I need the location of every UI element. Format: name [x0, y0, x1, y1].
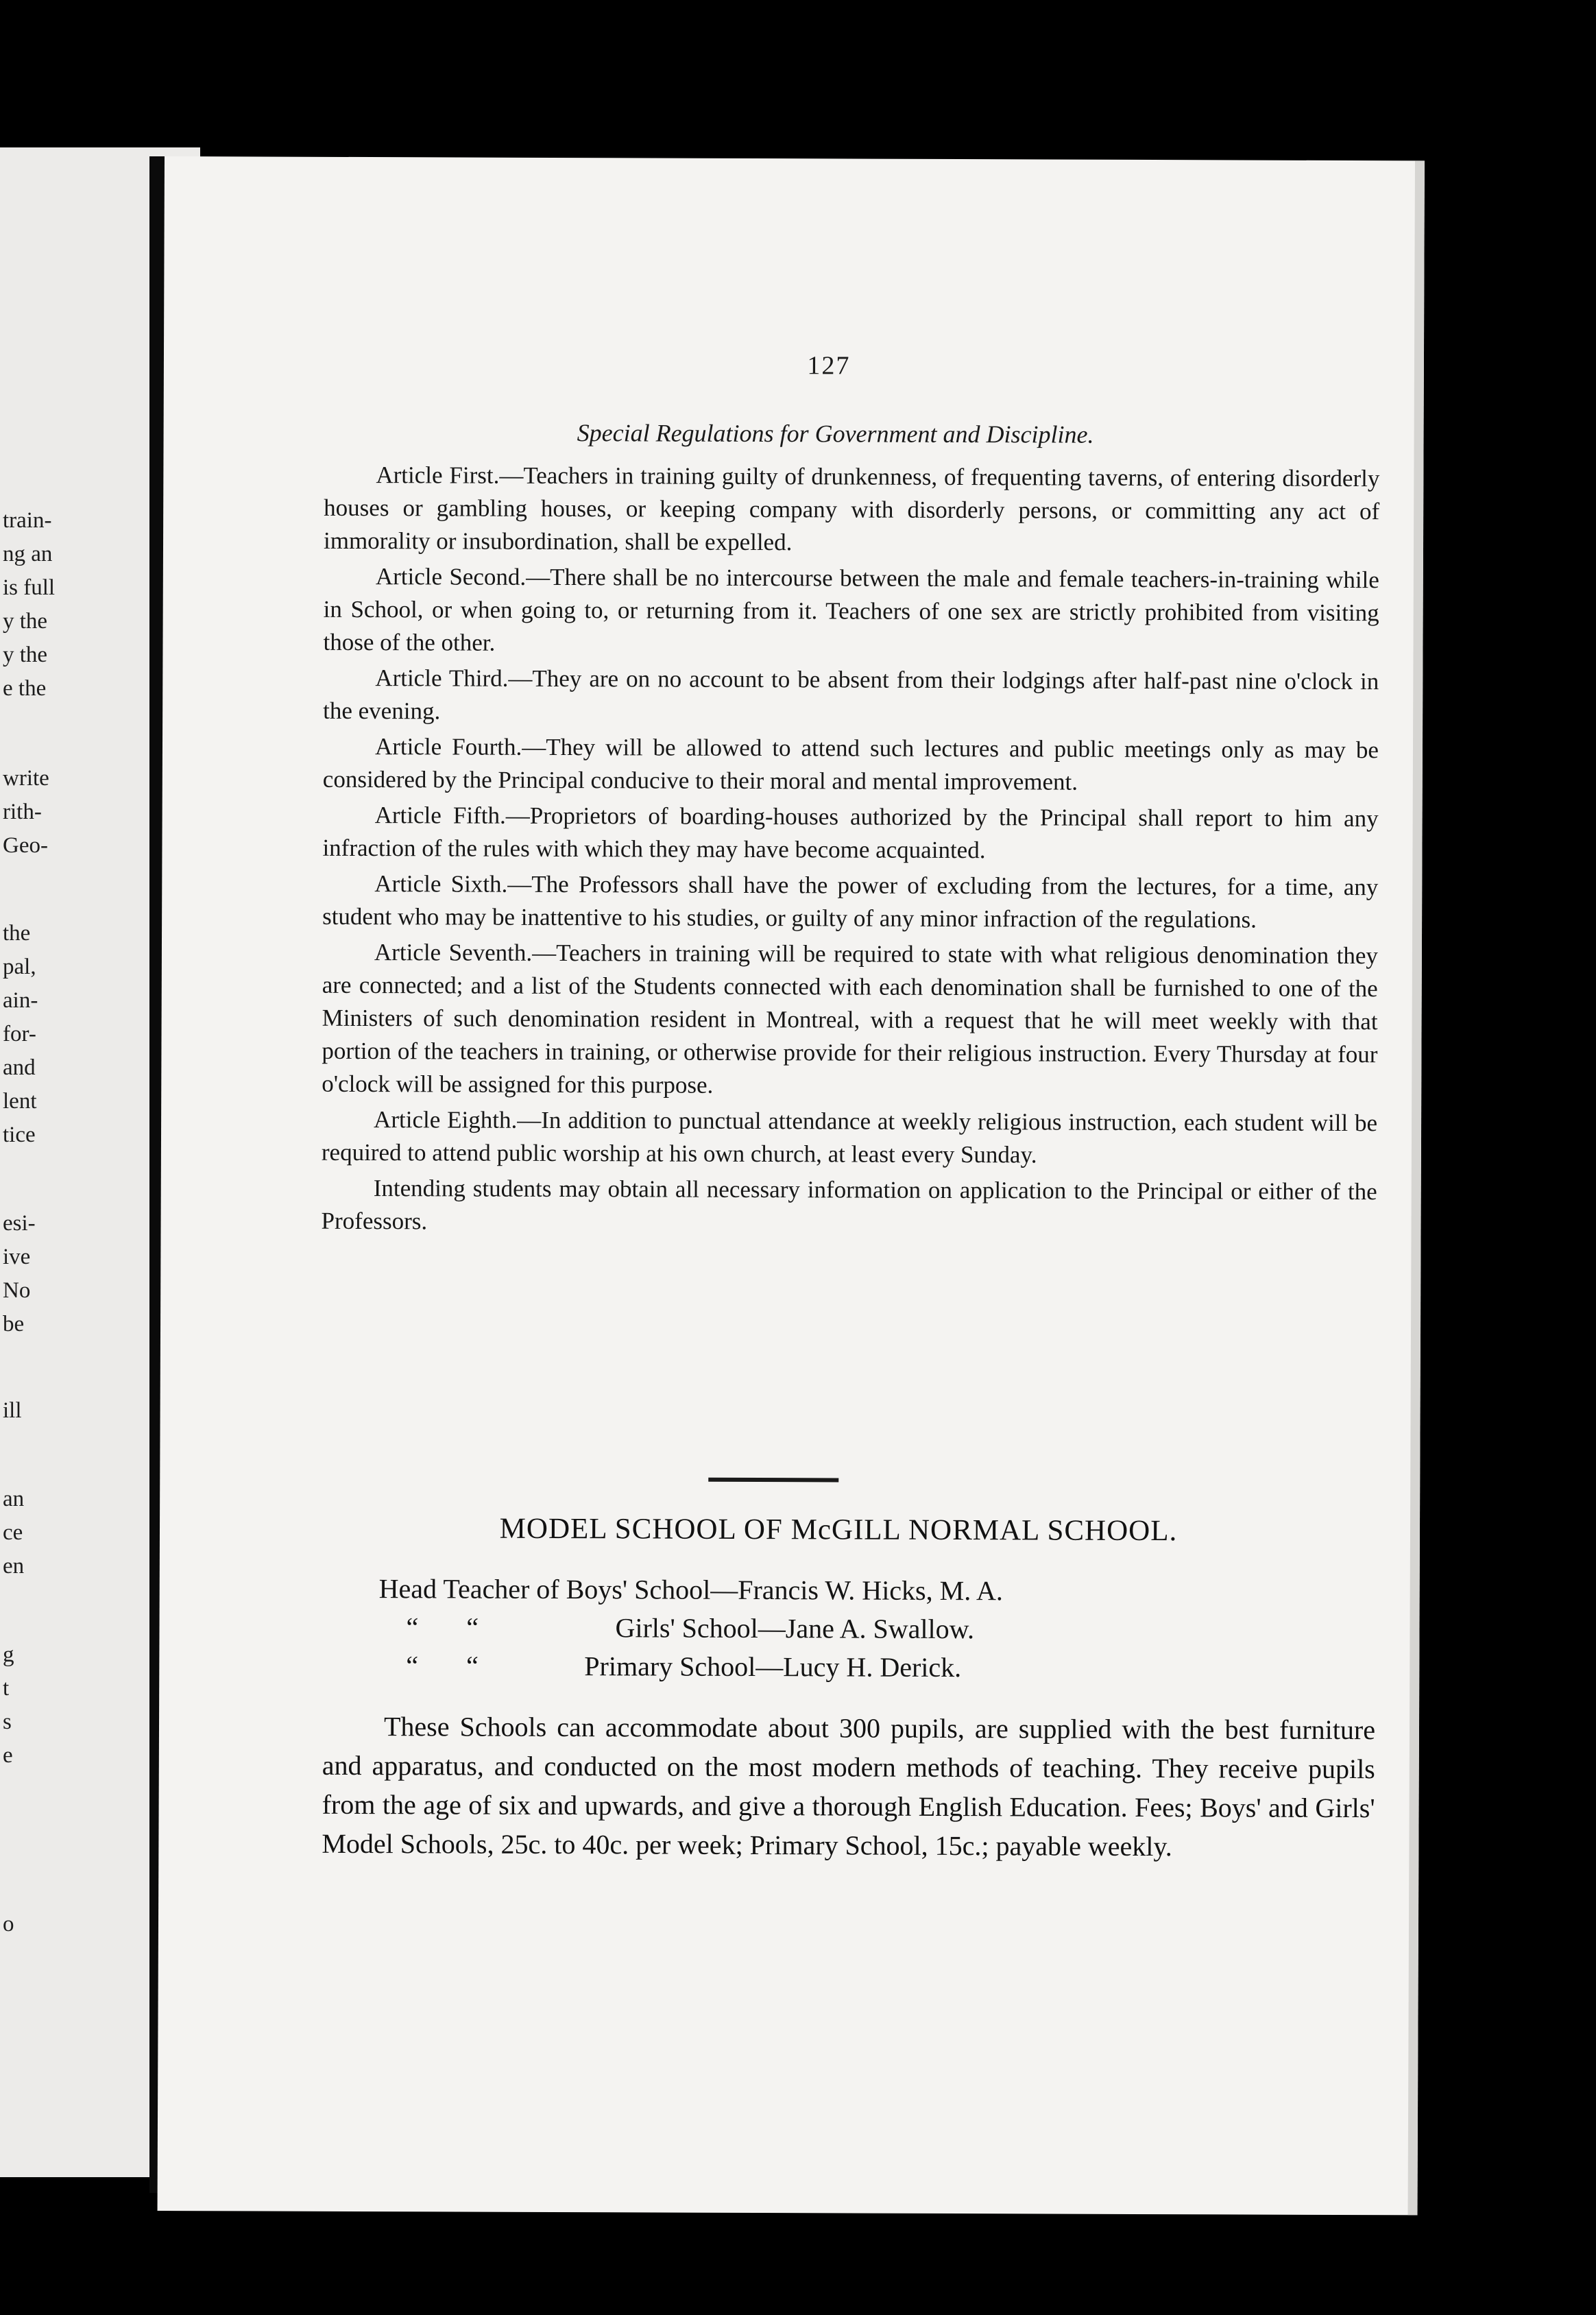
- left-page-line: be: [3, 1312, 25, 1336]
- left-page-line: rith-: [3, 800, 42, 824]
- model-school-description: [322, 1707, 1375, 1867]
- left-page-line: train-: [3, 508, 52, 533]
- page-edge: [1408, 160, 1425, 2215]
- ditto-marks: “ “: [406, 1611, 479, 1643]
- article-sixth: Article Sixth.—The Professors shall have the power of excluding from the lectures, for a time, any student who may be inattentive to his studies, or guilty of any minor infraction of the regulations.: [322, 870, 1379, 933]
- left-page-line: ain-: [3, 988, 38, 1013]
- left-page-line: e: [3, 1743, 13, 1768]
- article-fourth: Article Fourth.—They will be allowed to attend such lectures and public meetings only as may be considered by the Principal conducive to their moral and mental improvement.: [322, 733, 1379, 795]
- left-page-line: ng an: [3, 542, 53, 566]
- article-fifth: Article Fifth.—Proprietors of boarding-houses authorized by the Principal shall report to him any infraction of the rules with which they may have become acquainted.: [322, 802, 1379, 864]
- information-note: Intending students may obtain all necessary information on application to the Principal or either of the Professors.: [321, 1175, 1377, 1235]
- model-school-title: MODEL SCHOOL OF McGILL NORMAL SCHOOL.: [499, 1512, 1178, 1548]
- left-page-line: write: [3, 766, 49, 791]
- article-first: Article First.—Teachers in training guilty of drunkenness, of frequenting taverns, of entering disorderly houses or gambling houses, or keeping company with disorderly persons, or committing any act of immorality or insubordination, shall be expelled.: [323, 461, 1380, 556]
- staff-row: [378, 1608, 1270, 1650]
- left-page-line: pal,: [3, 955, 36, 979]
- left-page-line: ce: [3, 1520, 23, 1545]
- left-page-line: No: [3, 1278, 31, 1303]
- left-page-line: y the: [3, 643, 48, 667]
- ditto-marks: “ “: [406, 1650, 479, 1681]
- section-divider: [708, 1478, 838, 1483]
- left-page-line: for-: [3, 1022, 36, 1046]
- left-page-line: an: [3, 1487, 25, 1511]
- left-page-line: y the: [3, 609, 48, 634]
- section-heading: Special Regulations for Government and Discipline.: [577, 419, 1094, 448]
- left-page-line: g: [3, 1642, 14, 1667]
- left-page-line: esi-: [3, 1211, 36, 1236]
- left-page-line: ive: [3, 1245, 31, 1269]
- staff-row: [378, 1646, 1270, 1688]
- left-page-line: is full: [3, 575, 56, 600]
- left-page-line: t: [3, 1676, 10, 1701]
- document-page: [158, 156, 1425, 2215]
- left-page-line: and: [3, 1055, 36, 1080]
- regulations-list: [321, 459, 1379, 1244]
- staff-row: [379, 1570, 1270, 1611]
- left-page-line: the: [3, 921, 31, 946]
- staff-list: [378, 1570, 1270, 1688]
- article-eighth: Article Eighth.—In addition to punctual attendance at weekly religious instruction, each student will be required to attend public worship at his own church, at least every Sunday.: [321, 1106, 1378, 1168]
- staff-text: Girls' School—Jane A. Swallow.: [615, 1612, 975, 1645]
- left-page-line: s: [3, 1710, 12, 1734]
- article-second: Article Second.—There shall be no intercourse between the male and female teachers-in-training while in School, or when going to, or returning from it. Teachers of one sex are strictly prohibited from visiting those of the other.: [323, 563, 1379, 656]
- left-page-line: lent: [3, 1089, 37, 1114]
- page-number: 127: [807, 351, 851, 381]
- staff-text: Primary School—Lucy H. Derick.: [584, 1651, 962, 1683]
- left-page-line: en: [3, 1554, 25, 1579]
- description-paragraph: These Schools can accommodate about 300 pupils, are supplied with the best furniture and apparatus, and conducted on the most modern methods of teaching. They receive pupils from the age of six and upwards, and give a thorough English Education. Fees; Boys' and Girls' Model Schools, 25c. to 40c. per week; Primary School, 15c.; payable weekly.: [322, 1711, 1376, 1862]
- article-seventh: Article Seventh.—Teachers in training will be required to state with what religious denomination they are connected; and a list of the Students connected with each denomination shall be furnished to one of the Ministers of such denomination resident in Montreal, with a request that he will meet weekly with that portion of the teachers in training, or otherwise provide for their religious instruction. Every Thursday at four o'clock will be assigned for this purpose.: [322, 939, 1379, 1099]
- left-page-line: Geo-: [3, 833, 48, 858]
- staff-text: Head Teacher of Boys' School—Francis W. Hicks, M. A.: [378, 1573, 1004, 1607]
- left-page-line: o: [3, 1912, 14, 1936]
- left-page-line: e the: [3, 676, 47, 701]
- article-third: Article Third.—They are on no account to be absent from their lodgings after half-past nine o'clock in the evening.: [323, 664, 1379, 725]
- left-page-line: tice: [3, 1123, 36, 1147]
- left-page-line: ill: [3, 1398, 22, 1423]
